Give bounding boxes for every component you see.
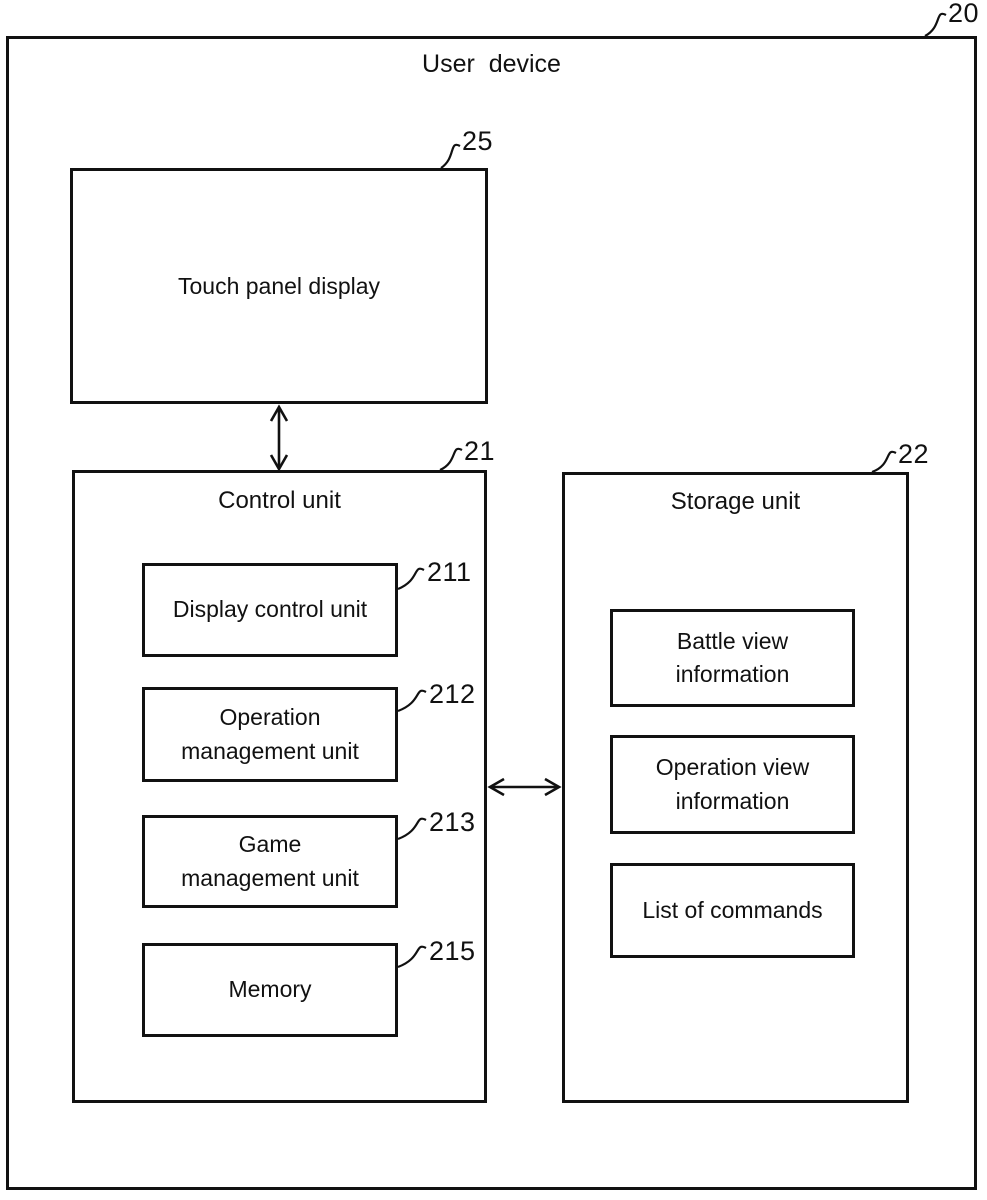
ref-21: 21 — [464, 436, 496, 466]
memory-box: Memory — [142, 943, 398, 1037]
ref-213: 213 — [429, 807, 476, 837]
ref-20: 20 — [948, 0, 980, 28]
battle-view-information-box: Battle view information — [610, 609, 855, 707]
touch-panel-display-label: Touch panel display — [177, 272, 381, 299]
ref-215: 215 — [429, 936, 476, 966]
ref-212: 212 — [429, 679, 476, 709]
user-device-title: User device — [422, 50, 561, 78]
ref-211: 211 — [427, 557, 472, 587]
game-management-unit-box: Game management unit — [142, 815, 398, 908]
ref-25: 25 — [462, 126, 494, 156]
control-unit-title: Control unit — [218, 487, 341, 514]
display-control-unit-box: Display control unit — [142, 563, 398, 657]
ref-20-leader-line — [925, 14, 946, 36]
ref-22: 22 — [898, 439, 930, 469]
storage-unit-title: Storage unit — [670, 488, 801, 515]
operation-management-unit-box: Operation management unit — [142, 687, 398, 782]
operation-view-information-box: Operation view information — [610, 735, 855, 834]
list-of-commands-box: List of commands — [610, 863, 855, 958]
